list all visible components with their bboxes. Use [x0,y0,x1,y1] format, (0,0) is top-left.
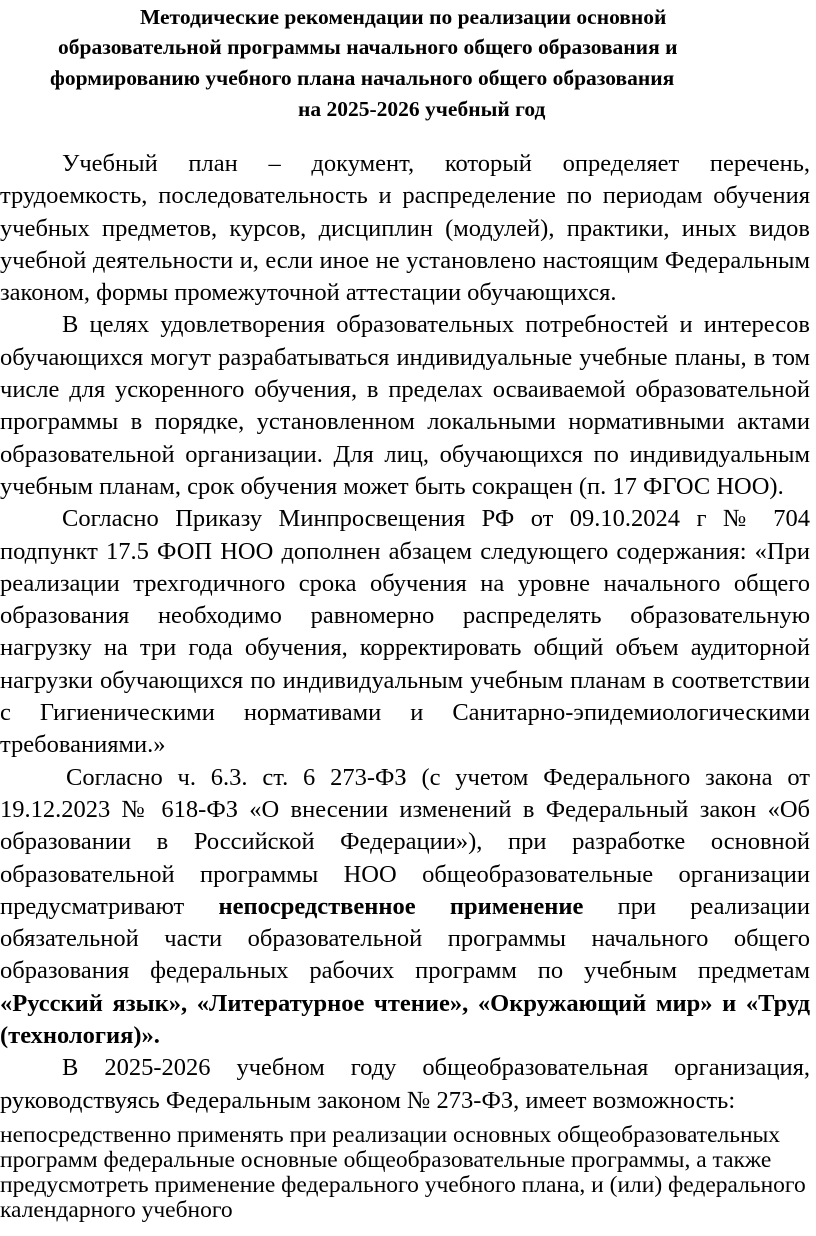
title-line-2: образовательной программы начального общего образования и [58,35,678,59]
title-line-1: Методические рекомендации по реализации основной [140,5,667,29]
paragraph-6: непосредственно применять при реализации основных общеобразовательных программ федеральные основные общеобразовательные программы, а также предусмотреть применение федерального учебного плана, и (или) федерального календарного учебного [0,1121,806,1223]
title-line-4: на 2025-2026 учебный год [298,97,546,121]
paragraph-4-text-1: Согласно ч. 6.3. ст. 6 273-ФЗ (с учетом Федерального закона от 19.12.2023 № 618-ФЗ «О внесении изменений в Федеральный закон «Об образовании в Российской Федерации»), при разработке основной образовательной программы НОО общеобразовательные организации предусматривают [0,763,810,920]
paragraph-4-bold-1: непосредственное применение [218,892,584,920]
paragraph-2: В целях удовлетворения образовательных потребностей и интересов обучающихся могут разрабатываться индивидуальные учебные планы, в том числе для ускоренного обучения, в пределах осваиваемой образовательной программы в порядке, установленном локальными нормативными актами образовательной организации. Для лиц, обучающихся по индивидуальным учебным планам, срок обучения может быть сокращен (п. 17 ФГОС НОО). [0,311,810,500]
paragraph-4 [0,762,810,1053]
paragraph-5: В 2025-2026 учебном году общеобразовательная организация, руководствуясь Федеральным законом № 273-ФЗ, имеет возможность: [0,1054,810,1114]
title-line-3: формированию учебного плана начального общего образования [50,66,675,90]
paragraph-1: Учебный план – документ, который определяет перечень, трудоемкость, последовательность и распределение по периодам обучения учебных предметов, курсов, дисциплин (модулей), практики, иных видов учебной деятельности и, если иное не установлено настоящим Федеральным законом, формы промежуточной аттестации обучающихся. [0,150,810,307]
document-body [0,148,810,1223]
paragraph-4-bold-2: «Русский язык», «Литературное чтение», «Окружающий мир» и «Труд (технология)». [0,989,810,1050]
paragraph-3: Согласно Приказу Минпросвещения РФ от 09.10.2024 г № 704 подпункт 17.5 ФОП НОО дополнен абзацем следующего содержания: «При реализации трехгодичного срока обучения на уровне начального общего образования необходимо равномерно распределять образовательную нагрузку на три года обучения, корректировать общий объем аудиторной нагрузки обучающихся по индивидуальным учебным планам в соответствии с Гигиеническими нормативами и Санитарно-эпидемиологическими требованиями.» [0,505,810,759]
paragraph-4-text-2: при реализации обязательной части образовательной программы начального общего образования федеральных рабочих программ по учебным предметам [0,892,810,985]
